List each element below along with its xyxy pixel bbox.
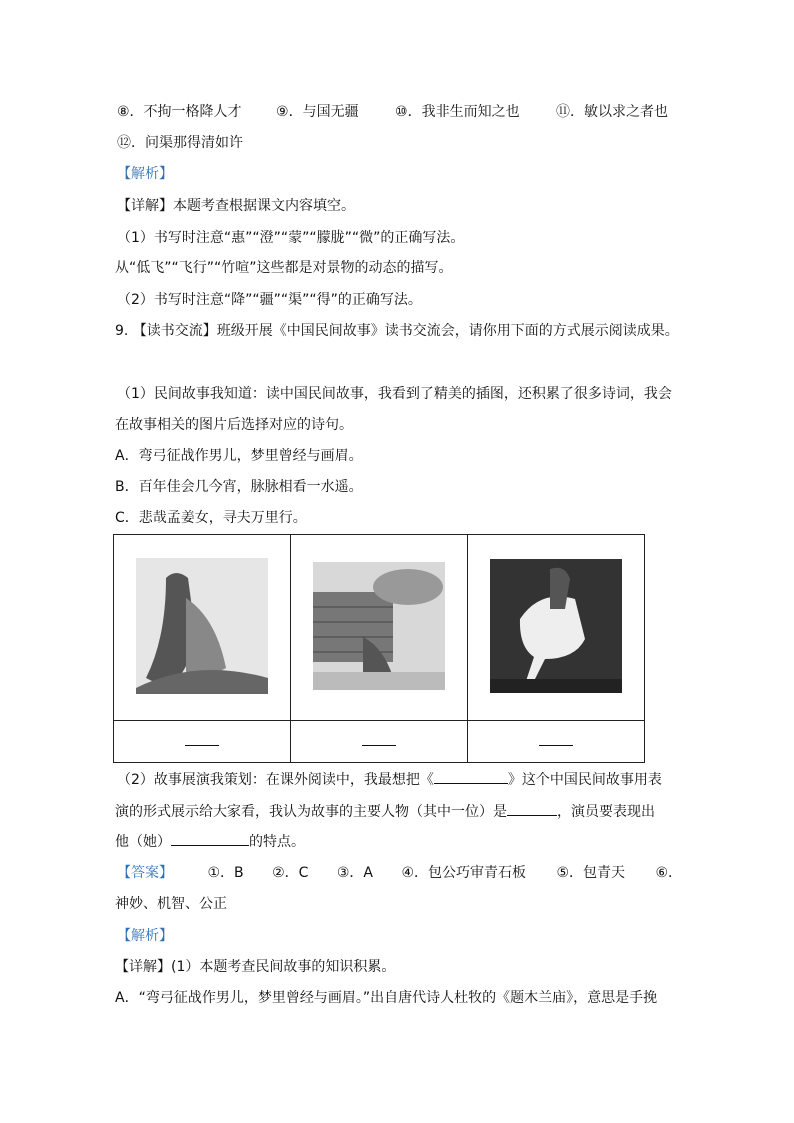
answer-item: ⑤．包青天 xyxy=(556,865,626,881)
answer-blank-1[interactable] xyxy=(114,721,291,763)
previous-answers-row xyxy=(117,103,668,121)
answer-continuation: 神妙、机智、公正 xyxy=(115,896,227,912)
answer-12: ⑫．问渠那得清如许 xyxy=(117,135,243,151)
question-part2-line3 xyxy=(115,833,305,851)
question-text: ，演员要表现出 xyxy=(557,804,655,820)
detail-text: 【详解】(1）本题考查民间故事的知识积累。 xyxy=(115,959,396,975)
answer-label: 【答案】 xyxy=(117,865,173,881)
question-text: 他（她） xyxy=(115,834,171,850)
picture-cell xyxy=(468,535,645,721)
question-text: 的特点。 xyxy=(249,834,305,850)
analysis-label: 【解析】 xyxy=(117,166,173,182)
analysis-paragraph: （1）书写时注意“惠”“澄”“蒙”“朦胧”“微”的正确写法。 xyxy=(117,230,465,246)
answer-8: ⑧．不拘一格降人才 xyxy=(117,104,242,120)
question-part2-line1 xyxy=(117,771,662,789)
option-c: C．悲哉孟姜女，寻夫万里行。 xyxy=(115,510,307,526)
analysis-paragraph: 从“低飞”“飞行”“竹喧”这些都是对景物的动态的描写。 xyxy=(115,260,453,276)
illustration-meng-jiangnu xyxy=(313,562,445,690)
analysis-label: 【解析】 xyxy=(117,928,173,944)
question-part1: （1）民间故事我知道：读中国民间故事，我看到了精美的插图，还积累了很多诗词，我会 xyxy=(117,386,672,402)
illustration-mulan xyxy=(490,559,622,693)
analysis-paragraph: A．“弯弓征战作男儿，梦里曾经与画眉。”出自唐代诗人杜牧的《题木兰庙》，意思是手挽 xyxy=(115,990,658,1006)
answer-9: ⑨．与国无疆 xyxy=(276,104,359,120)
answer-10: ⑩．我非生而知之也 xyxy=(395,104,520,120)
answer-item: ③．A xyxy=(336,865,373,881)
picture-cell xyxy=(291,535,468,721)
analysis-paragraph: （2）书写时注意“降”“疆”“渠”“得”的正确写法。 xyxy=(117,292,422,308)
answer-item: ⑥． xyxy=(655,865,683,881)
question-text: 演的形式展示给大家看，我认为故事的主要人物（其中一位）是 xyxy=(115,804,507,820)
illustration-cowherd-weaver xyxy=(136,558,268,694)
answer-item: ④．包公巧审青石板 xyxy=(401,865,526,881)
answer-blank-3[interactable] xyxy=(468,721,645,763)
answer-item: ①．B xyxy=(207,865,244,881)
option-b: B．百年佳会几今宵，脉脉相看一水遥。 xyxy=(115,479,363,495)
picture-table xyxy=(113,534,645,763)
question-text: 》这个中国民间故事用表 xyxy=(507,772,662,788)
fill-blank-trait[interactable] xyxy=(171,833,249,846)
question-part1: 在故事相关的图片后选择对应的诗句。 xyxy=(115,417,353,433)
answer-blank-2[interactable] xyxy=(291,721,468,763)
question-9-title: 9. 【读书交流】班级开展《中国民间故事》读书交流会，请你用下面的方式展示阅读成果。 xyxy=(115,323,679,339)
detail-text: 【详解】本题考查根据课文内容填空。 xyxy=(117,198,355,214)
answer-11: ⑪．敏以求之者也 xyxy=(556,104,669,120)
fill-blank-character[interactable] xyxy=(507,803,557,816)
fill-blank-story[interactable] xyxy=(434,771,508,784)
answer-row xyxy=(117,864,682,882)
picture-cell xyxy=(114,535,291,721)
question-part2-line2 xyxy=(115,803,655,821)
question-text: （2）故事展演我策划：在课外阅读中，我最想把《 xyxy=(117,772,434,788)
answer-item: ②．C xyxy=(272,865,309,881)
option-a: A．弯弓征战作男儿，梦里曾经与画眉。 xyxy=(115,448,363,464)
